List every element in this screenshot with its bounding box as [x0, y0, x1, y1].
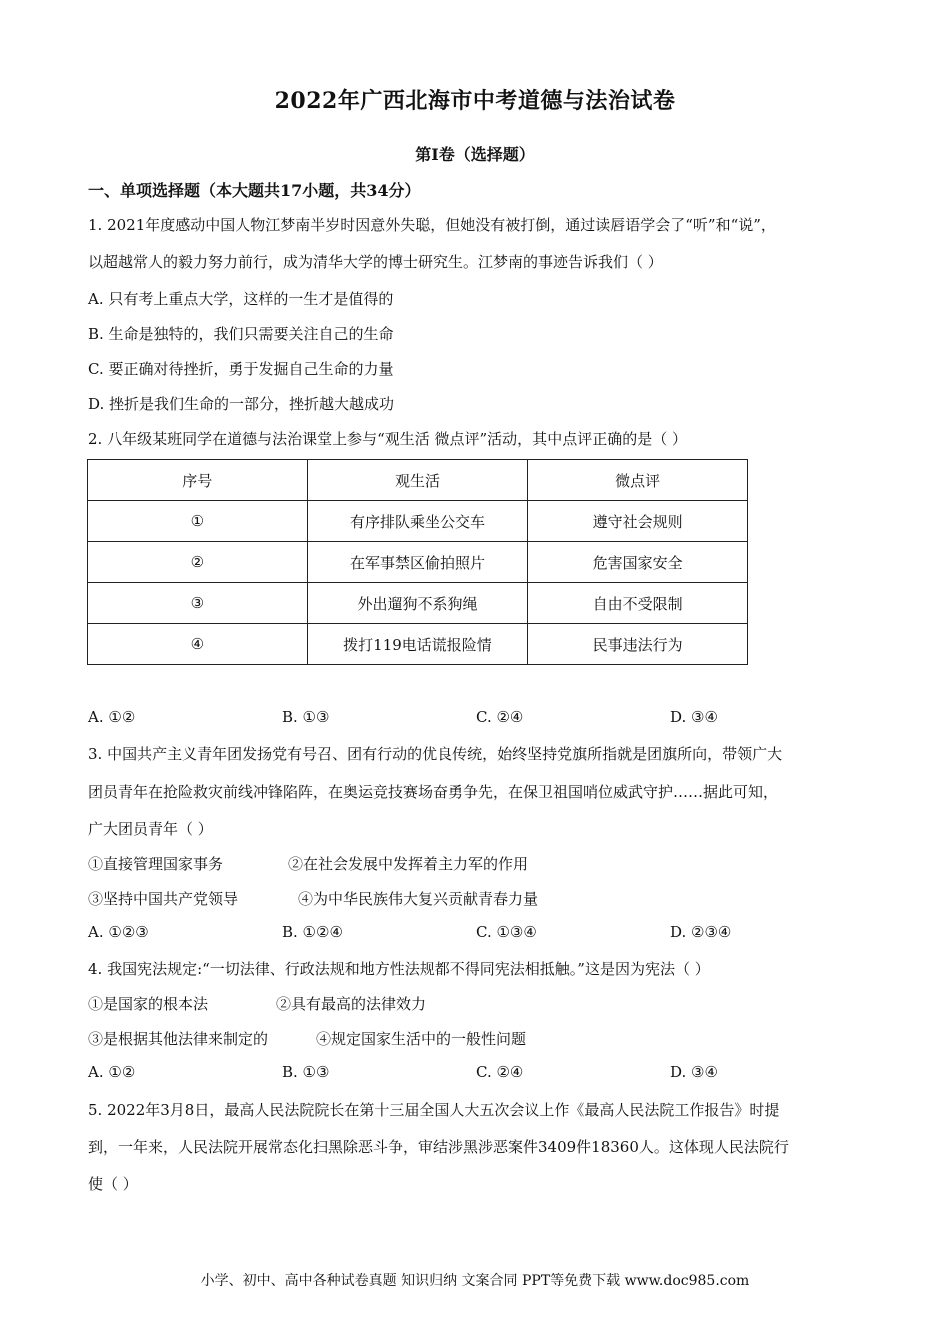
q2-option-a: A. ①②	[88, 708, 136, 726]
q1-option-a: A. 只有考上重点大学，这样的一生才是值得的	[88, 290, 394, 308]
q5-stem-line2: 到，一年来，人民法院开展常态化扫黑除恶斗争，审结涉黑涉恶案件3409件18360人。这体现人民法院行	[88, 1138, 789, 1156]
q1-stem-line2: 以超越常人的毅力努力前行，成为清华大学的博士研究生。江梦南的事迹告诉我们（ ）	[88, 253, 663, 271]
table-cell: ②	[88, 542, 308, 583]
table-header-cell: 序号	[88, 460, 308, 501]
table-cell: 有序排队乘坐公交车	[307, 501, 528, 542]
q2-option-d: D. ③④	[670, 708, 718, 726]
table-cell: 遵守社会规则	[528, 501, 748, 542]
q2-stem: 2. 八年级某班同学在道德与法治课堂上参与“观生活 微点评”活动，其中点评正确的是（ ）	[88, 430, 687, 448]
table-header-cell: 观生活	[307, 460, 528, 501]
q3-stem-line1: 3. 中国共产主义青年团发扬党有号召、团有行动的优良传统，始终坚持党旗所指就是团旗所向，带领广大	[88, 745, 783, 763]
q3-option-a: A. ①②③	[88, 923, 149, 941]
volume-subtitle: 第I卷（选择题）	[415, 145, 535, 164]
q2-option-b: B. ①③	[282, 708, 330, 726]
table-row	[88, 624, 748, 665]
q2-option-c: C. ②④	[476, 708, 524, 726]
q4-item-2: ②具有最高的法律效力	[276, 995, 427, 1013]
q3-option-b: B. ①②④	[282, 923, 343, 941]
q4-item-3: ③是根据其他法律来制定的	[88, 1030, 269, 1048]
q3-stem-line3: 广大团员青年（ ）	[88, 820, 213, 838]
q4-stem: 4. 我国宪法规定:“一切法律、行政法规和地方性法规都不得同宪法相抵触。”这是因为宪法（ ）	[88, 960, 710, 978]
table-cell: 外出遛狗不系狗绳	[307, 583, 528, 624]
table-cell: ①	[88, 501, 308, 542]
q4-option-c: C. ②④	[476, 1063, 524, 1081]
q3-option-d: D. ②③④	[670, 923, 732, 941]
table-header-row	[88, 460, 748, 501]
q4-option-a: A. ①②	[88, 1063, 136, 1081]
table-row	[88, 583, 748, 624]
q3-stem-line2: 团员青年在抢险救灾前线冲锋陷阵，在奥运竞技赛场奋勇争先，在保卫祖国哨位威武守护……据此可知，	[88, 783, 779, 801]
table-row	[88, 501, 748, 542]
table-header-cell: 微点评	[528, 460, 748, 501]
document-title: 2022年广西北海市中考道德与法治试卷	[274, 88, 676, 114]
q5-stem-line3: 使（ ）	[88, 1175, 138, 1193]
q3-item-1: ①直接管理国家事务	[88, 855, 224, 873]
table-cell: ③	[88, 583, 308, 624]
table-cell: 民事违法行为	[528, 624, 748, 665]
q2-table	[87, 459, 748, 665]
q4-item-4: ④规定国家生活中的一般性问题	[316, 1030, 527, 1048]
q1-stem-line1: 1. 2021年度感动中国人物江梦南半岁时因意外失聪，但她没有被打倒，通过读唇语学会了“听”和“说”，	[88, 216, 776, 234]
table-row	[88, 542, 748, 583]
q4-option-b: B. ①③	[282, 1063, 330, 1081]
q3-item-3: ③坚持中国共产党领导	[88, 890, 239, 908]
table-cell: 危害国家安全	[528, 542, 748, 583]
q4-item-1: ①是国家的根本法	[88, 995, 209, 1013]
q3-item-4: ④为中华民族伟大复兴贡献青春力量	[298, 890, 539, 908]
q1-option-d: D. 挫折是我们生命的一部分，挫折越大越成功	[88, 395, 395, 413]
table-cell: 在军事禁区偷拍照片	[307, 542, 528, 583]
table-cell: ④	[88, 624, 308, 665]
q5-stem-line1: 5. 2022年3月8日，最高人民法院院长在第十三届全国人大五次会议上作《最高人民法院工作报告》时提	[88, 1101, 780, 1119]
section-heading: 一、单项选择题（本大题共17小题，共34分）	[88, 181, 421, 200]
page-footer: 小学、初中、高中各种试卷真题 知识归纳 文案合同 PPT等免费下载 www.doc985.com	[200, 1273, 750, 1289]
q4-option-d: D. ③④	[670, 1063, 718, 1081]
table-cell: 拨打119电话谎报险情	[307, 624, 528, 665]
q1-option-b: B. 生命是独特的，我们只需要关注自己的生命	[88, 325, 394, 343]
q1-option-c: C. 要正确对待挫折，勇于发掘自己生命的力量	[88, 360, 394, 378]
table-cell: 自由不受限制	[528, 583, 748, 624]
q3-item-2: ②在社会发展中发挥着主力军的作用	[288, 855, 529, 873]
q3-option-c: C. ①③④	[476, 923, 537, 941]
